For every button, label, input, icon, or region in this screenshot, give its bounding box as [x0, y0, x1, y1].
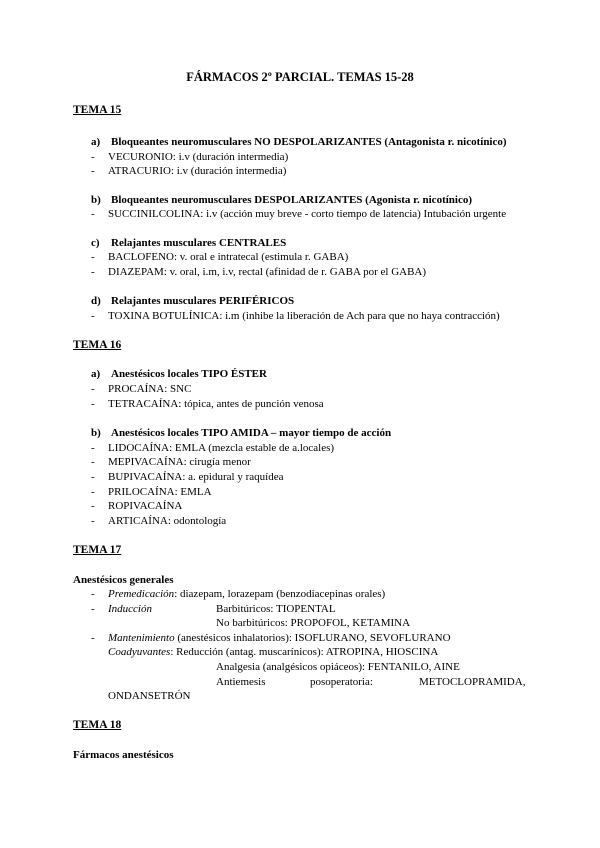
dash: -: [91, 456, 95, 468]
list-label: a): [91, 368, 101, 380]
list-item: [91, 398, 324, 410]
list-item: [91, 588, 385, 600]
item-text: SUCCINILCOLINA: i.v (acción muy breve - corto tiempo de latencia) Intubación urgente: [108, 208, 507, 220]
page-title: FÁRMACOS 2º PARCIAL. TEMAS 15-28: [186, 70, 414, 84]
dash: -: [91, 208, 95, 220]
list-item: [91, 310, 500, 322]
induccion-line-2: No barbitúricos: PROPOFOL, KETAMINA: [216, 617, 411, 629]
item-text: : diazepam, lorazepam (benzodiacepinas orales): [174, 588, 386, 600]
coadyuvantes-line-3a: Antiemesis: [216, 676, 266, 688]
list-item: [91, 632, 451, 644]
mantenimiento-label: Mantenimiento: [108, 632, 175, 644]
item-text: MEPIVACAÍNA: cirugía menor: [108, 456, 251, 468]
list-item: [91, 442, 334, 454]
item-text: LIDOCAÍNA: EMLA (mezcla estable de a.locales): [108, 442, 335, 454]
list-item: [91, 456, 251, 468]
dash: -: [91, 251, 95, 263]
list-label: b): [91, 194, 101, 206]
item-text: : Reducción (antag. muscarínicos): ATROPINA, HIOSCINA: [170, 646, 439, 658]
induccion-line-1: Barbitúricos: TIOPENTAL: [216, 603, 336, 615]
heading-text: Anestésicos locales TIPO AMIDA – mayor tiempo de acción: [111, 427, 392, 439]
heading-text: Bloqueantes neuromusculares NO DESPOLARIZANTES (Antagonista r. nicotínico): [111, 136, 507, 148]
list-item: [91, 251, 348, 263]
item-text: TOXINA BOTULÍNICA: i.m (inhibe la liberación de Ach para que no haya contracción): [108, 310, 500, 322]
list-label: c): [91, 237, 100, 249]
dash: -: [91, 486, 95, 498]
dash: -: [91, 588, 95, 600]
tema-15-d-heading: [91, 295, 294, 307]
tema-17-heading: TEMA 17: [73, 544, 122, 556]
list-item: [91, 165, 286, 177]
coadyuvantes-line: [108, 646, 438, 658]
dash: -: [91, 500, 95, 512]
list-item: [91, 603, 152, 615]
section-heading: Fármacos anestésicos: [73, 749, 174, 761]
induccion-label: Inducción: [108, 603, 152, 615]
premedicacion-label: Premedicación: [108, 588, 175, 600]
list-item: [91, 266, 426, 278]
dash: -: [91, 471, 95, 483]
list-item: [91, 515, 226, 527]
tema-18-heading: TEMA 18: [73, 719, 122, 731]
item-text: BUPIVACAÍNA: a. epidural y raquídea: [108, 471, 284, 483]
item-text: ARTICAÍNA: odontología: [108, 515, 227, 527]
list-item: [91, 208, 506, 220]
heading-text: Relajantes musculares CENTRALES: [111, 237, 287, 249]
coadyuvantes-line-3c: METOCLOPRAMIDA,: [419, 676, 526, 688]
coadyuvantes-label: Coadyuvantes: [108, 646, 171, 658]
dash: -: [91, 165, 95, 177]
item-text: ATRACURIO: i.v (duración intermedia): [108, 165, 287, 177]
list-label: b): [91, 427, 101, 439]
tema-16-b-heading: [91, 427, 391, 439]
section-heading: Anestésicos generales: [73, 574, 174, 586]
list-label: a): [91, 136, 101, 148]
list-item: [91, 486, 212, 498]
tema-15-a-heading: [91, 136, 507, 148]
item-text: ROPIVACAÍNA: [108, 500, 183, 512]
item-text: BACLOFENO: v. oral e intratecal (estimula r. GABA): [108, 251, 349, 263]
list-item: [91, 151, 288, 163]
tema-15-c-heading: [91, 237, 286, 249]
dash: -: [91, 383, 95, 395]
item-text: (anestésicos inhalatorios): ISOFLURANO, SEVOFLURANO: [174, 632, 451, 644]
list-label: d): [91, 295, 101, 307]
heading-text: Anestésicos locales TIPO ÉSTER: [111, 368, 267, 380]
coadyuvantes-line-3b: posoperatoria:: [310, 676, 373, 688]
coadyuvantes-line-2: Analgesia (analgésicos opiáceos): FENTANILO, AINE: [216, 661, 460, 673]
tema-16-a-heading: [91, 368, 267, 380]
dash: -: [91, 310, 95, 322]
coadyuvantes-line-4: ONDANSETRÓN: [108, 690, 191, 702]
dash: -: [91, 515, 95, 527]
list-item: [91, 500, 182, 512]
tema-16-heading: TEMA 16: [73, 339, 122, 351]
list-item: [91, 471, 283, 483]
item-text: TETRACAÍNA: tópica, antes de punción venosa: [108, 398, 324, 410]
item-text: DIAZEPAM: v. oral, i.m, i.v, rectal (afinidad de r. GABA por el GABA): [108, 266, 427, 278]
dash: -: [91, 632, 95, 644]
dash: -: [91, 442, 95, 454]
tema-15-b-heading: [91, 194, 472, 206]
dash: -: [91, 603, 95, 615]
dash: -: [91, 398, 95, 410]
heading-text: Bloqueantes neuromusculares DESPOLARIZANTES (Agonista r. nicotínico): [111, 194, 473, 206]
list-item: [91, 383, 191, 395]
dash: -: [91, 266, 95, 278]
dash: -: [91, 151, 95, 163]
item-text: PRILOCAÍNA: EMLA: [108, 486, 212, 498]
item-text: VECURONIO: i.v (duración intermedia): [108, 151, 289, 163]
item-text: PROCAÍNA: SNC: [108, 383, 192, 395]
tema-15-heading: TEMA 15: [73, 104, 122, 116]
heading-text: Relajantes musculares PERIFÉRICOS: [111, 295, 295, 307]
